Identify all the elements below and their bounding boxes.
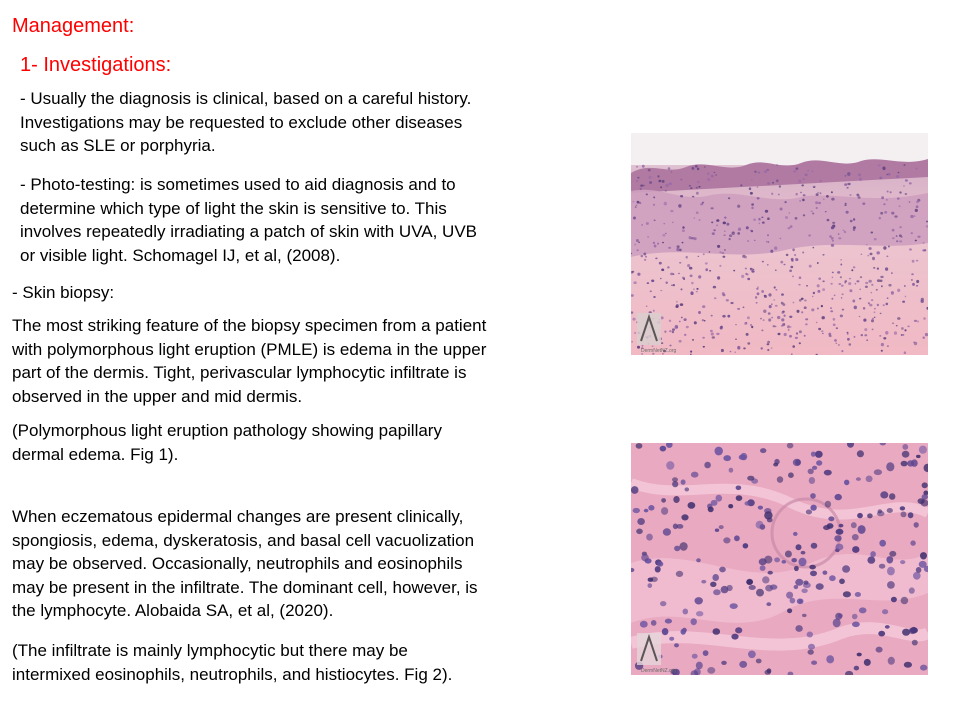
text-line: Investigations may be requested to exclude other diseases <box>20 112 463 132</box>
text-line: observed in the upper and mid dermis. <box>12 386 303 406</box>
text-line: involves repeatedly irradiating a patch of skin with UVA, UVB <box>20 222 478 241</box>
figure-2-watermark-icon <box>637 633 661 665</box>
text-line: - Usually the diagnosis is clinical, based on a careful history. <box>20 89 472 108</box>
text-line: - Skin biopsy: <box>12 283 115 302</box>
text-line: may be observed. Occasionally, neutrophils and eosinophils <box>12 554 463 573</box>
paragraph-skin-biopsy <box>12 281 114 305</box>
text-line: such as SLE or porphyria. <box>20 136 216 155</box>
paragraph-diagnosis <box>20 87 471 158</box>
text-line: may be present in the infiltrate. The dominant cell, however, is <box>12 577 478 597</box>
paragraph-pmle-feature <box>12 314 486 408</box>
paragraph-eczematous <box>12 505 478 623</box>
text-line: dermal edema. Fig 1). <box>12 444 179 464</box>
text-line: or visible light. Schomagel IJ, et al, (2008). <box>20 245 341 265</box>
text-line: (The infiltrate is mainly lymphocytic but there may be <box>12 641 408 660</box>
text-line: with polymorphous light eruption (PMLE) is edema in the upper <box>12 339 487 359</box>
figure-1-watermark: DermNetNZ.org <box>641 348 677 354</box>
page-heading: Management: <box>12 15 135 37</box>
figure-2-watermark: DermNetNZ.org <box>641 668 677 674</box>
section-heading: 1- Investigations: <box>20 54 172 76</box>
text-line: the lymphocyte. Alobaida SA, et al, (2020). <box>12 601 334 620</box>
paragraph-photo-testing <box>20 173 477 267</box>
text-line: spongiosis, edema, dyskeratosis, and basal cell vacuolization <box>12 530 475 550</box>
text-line: - Photo-testing: is sometimes used to aid diagnosis and to <box>20 175 456 194</box>
text-line: (Polymorphous light eruption pathology showing papillary <box>12 421 442 440</box>
figure-2-histology-image <box>631 443 928 675</box>
paragraph-fig2-caption <box>12 639 452 686</box>
text-line: part of the dermis. Tight, perivascular lymphocytic infiltrate is <box>12 363 467 382</box>
figure-1-histology-image <box>631 133 928 355</box>
text-line: The most striking feature of the biopsy specimen from a patient <box>12 316 487 335</box>
paragraph-fig1-caption <box>12 419 442 466</box>
text-line: When eczematous epidermal changes are present clinically, <box>12 507 464 526</box>
text-line: intermixed eosinophils, neutrophils, and histiocytes. Fig 2). <box>12 664 453 684</box>
figure-1-watermark-icon <box>637 313 661 345</box>
text-line: determine which type of light the skin is sensitive to. This <box>20 198 447 218</box>
